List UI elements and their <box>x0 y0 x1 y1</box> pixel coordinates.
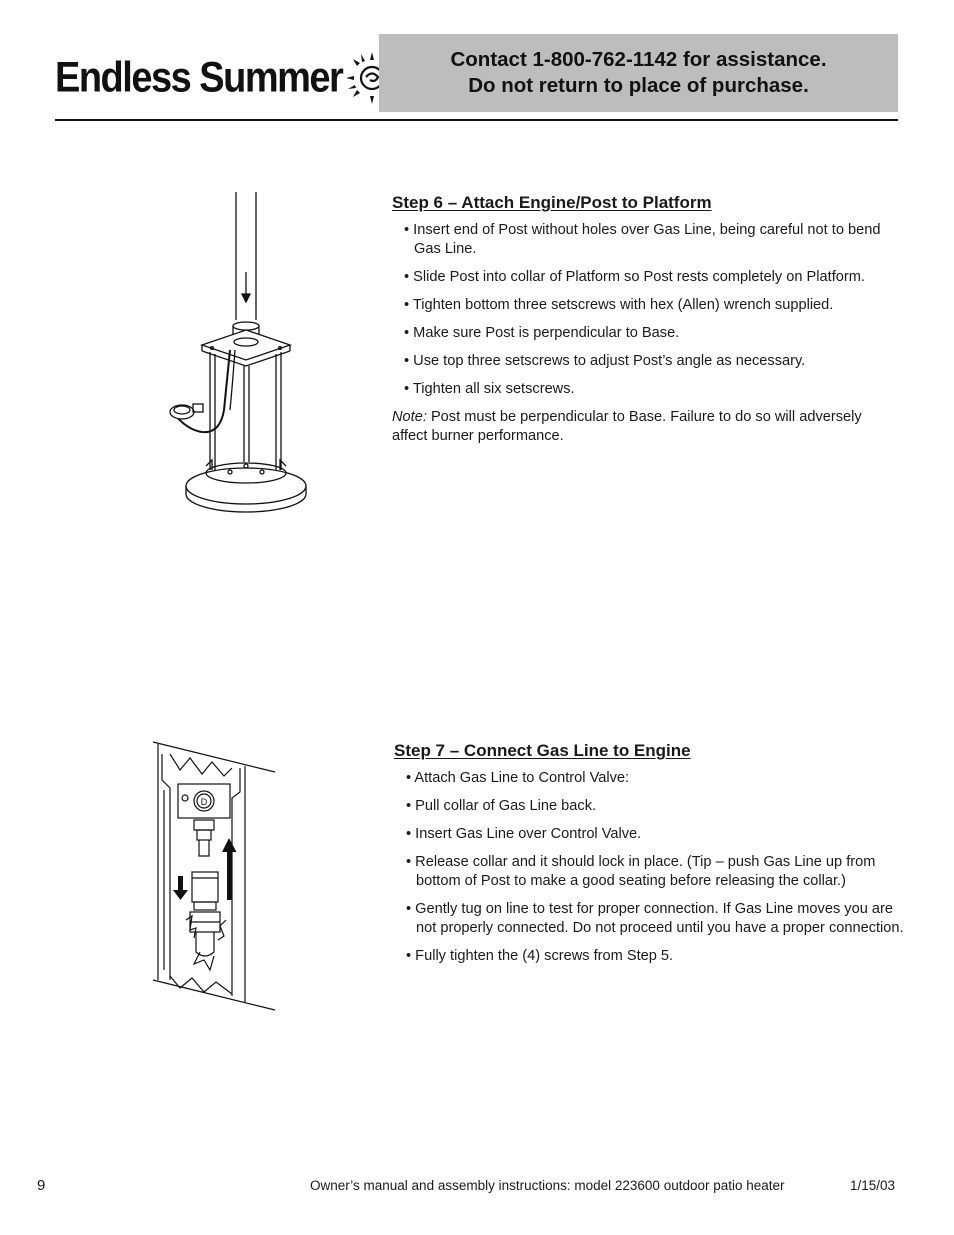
list-item: • Use top three setscrews to adjust Post’s angle as necessary. <box>392 352 892 371</box>
list-item: • Release collar and it should lock in place. (Tip – push Gas Line up from bottom of Post to make a good seating before releasing the collar.) <box>394 853 904 891</box>
header-divider <box>55 119 898 121</box>
brand-name: Endless Summer <box>55 53 343 101</box>
list-item: • Pull collar of Gas Line back. <box>394 797 904 816</box>
contact-line-1: Contact 1-800-762-1142 for assistance. <box>450 48 827 71</box>
list-item: • Insert Gas Line over Control Valve. <box>394 825 904 844</box>
valve-label: D <box>200 797 208 807</box>
list-item: • Insert end of Post without holes over Gas Line, being careful not to bend Gas Line. <box>392 221 892 259</box>
post-platform-illustration <box>160 190 330 520</box>
list-item: • Tighten bottom three setscrews with hex (Allen) wrench supplied. <box>392 296 892 315</box>
note-text: Post must be perpendicular to Base. Failure to do so will adversely affect burner performance. <box>392 409 862 444</box>
step-6-list <box>392 221 892 399</box>
list-item: • Fully tighten the (4) screws from Step 5. <box>394 947 904 966</box>
step-7-section <box>394 741 904 975</box>
contact-line-2: Do not return to place of purchase. <box>468 74 809 97</box>
step-6-title: Step 6 – Attach Engine/Post to Platform <box>392 193 712 212</box>
list-item: • Attach Gas Line to Control Valve: <box>394 769 904 788</box>
step-7-list <box>394 769 904 966</box>
footer-title: Owner’s manual and assembly instructions: model 223600 outdoor patio heater <box>310 1178 785 1193</box>
contact-banner <box>379 34 898 112</box>
footer-date: 1/15/03 <box>850 1178 896 1193</box>
list-item: • Make sure Post is perpendicular to Base. <box>392 324 892 343</box>
gas-line-connection-illustration <box>150 740 280 1015</box>
step-6-section <box>392 193 892 446</box>
step-6-note <box>392 408 892 446</box>
list-item: • Slide Post into collar of Platform so Post rests completely on Platform. <box>392 268 892 287</box>
list-item: • Tighten all six setscrews. <box>392 380 892 399</box>
page-number: 9 <box>37 1177 46 1194</box>
brand-logo <box>55 48 400 108</box>
note-label: Note: <box>392 409 427 425</box>
list-item: • Gently tug on line to test for proper connection. If Gas Line moves you are not properly connected. Do not proceed until you have a proper connection. <box>394 900 904 938</box>
step-7-title: Step 7 – Connect Gas Line to Engine <box>394 741 691 760</box>
